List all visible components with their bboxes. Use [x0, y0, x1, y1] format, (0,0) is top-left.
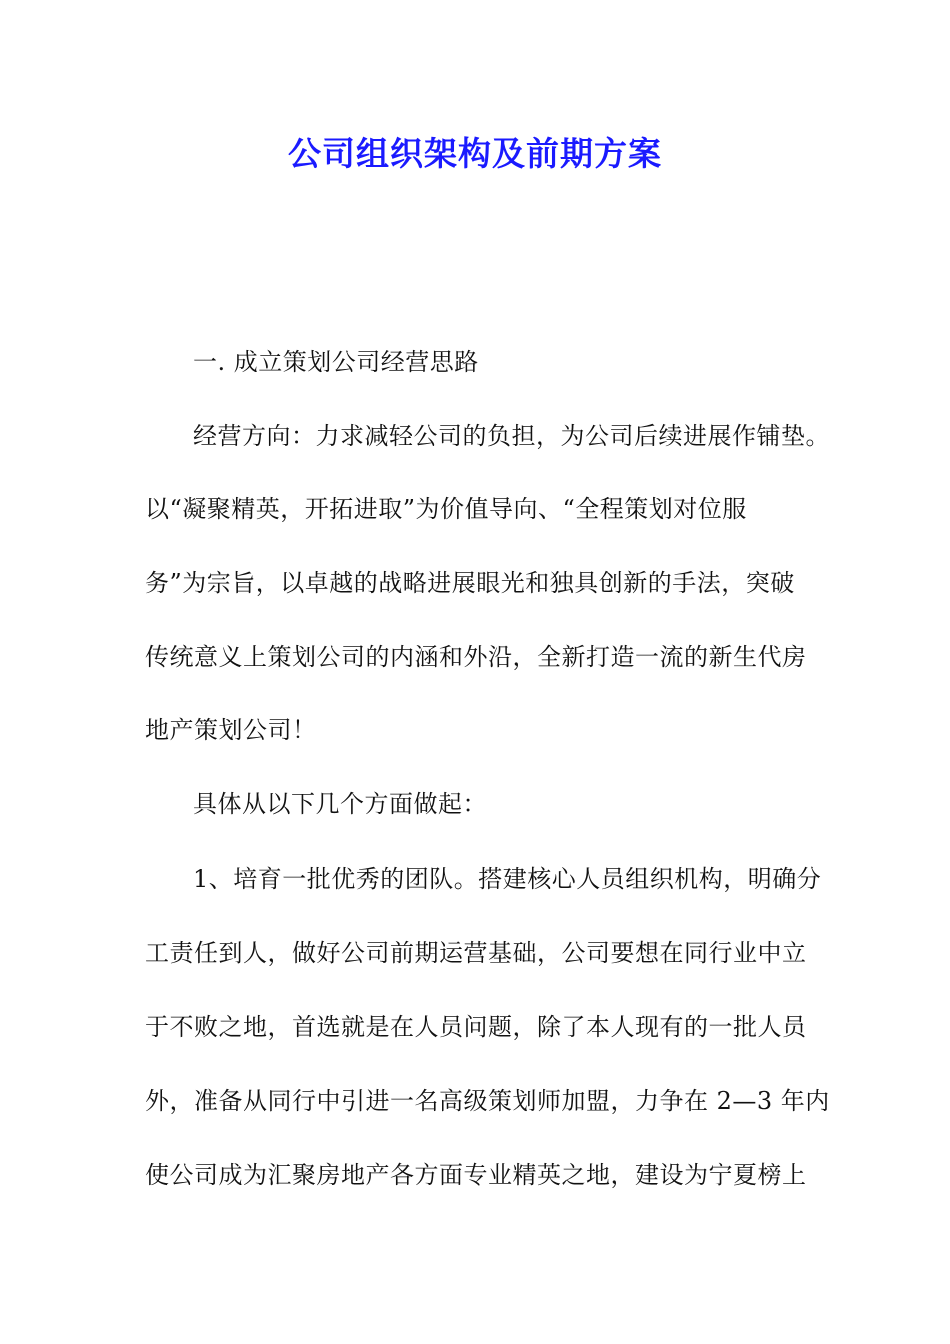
paragraph-line: 使公司成为汇聚房地产各方面专业精英之地，建设为宁夏榜上: [145, 1161, 807, 1189]
paragraph-line: 具体从以下几个方面做起：: [193, 790, 487, 818]
section-heading: 一. 成立策划公司经营思路: [193, 348, 479, 376]
paragraph-line: 务”为宗旨，以卓越的战略进展眼光和独具创新的手法，突破: [145, 569, 795, 597]
paragraph-line: 地产策划公司！: [145, 716, 317, 744]
paragraph-line: 外，准备从同行中引进一名高级策划师加盟，力争在 2—3 年内: [145, 1087, 830, 1115]
document-title: 公司组织架构及前期方案: [288, 134, 662, 173]
paragraph-line: 经营方向：力求减轻公司的负担，为公司后续进展作铺垫。: [193, 422, 830, 450]
paragraph-line: 1、培育一批优秀的团队。搭建核心人员组织机构，明确分: [193, 865, 822, 893]
paragraph-line: 工责任到人，做好公司前期运营基础，公司要想在同行业中立: [145, 939, 807, 967]
paragraph-line: 以“凝聚精英，开拓进取”为价值导向、“全程策划对位服: [145, 495, 747, 523]
paragraph-line: 于不败之地，首选就是在人员问题，除了本人现有的一批人员: [145, 1013, 807, 1041]
paragraph-line: 传统意义上策划公司的内涵和外沿，全新打造一流的新生代房: [145, 643, 807, 671]
